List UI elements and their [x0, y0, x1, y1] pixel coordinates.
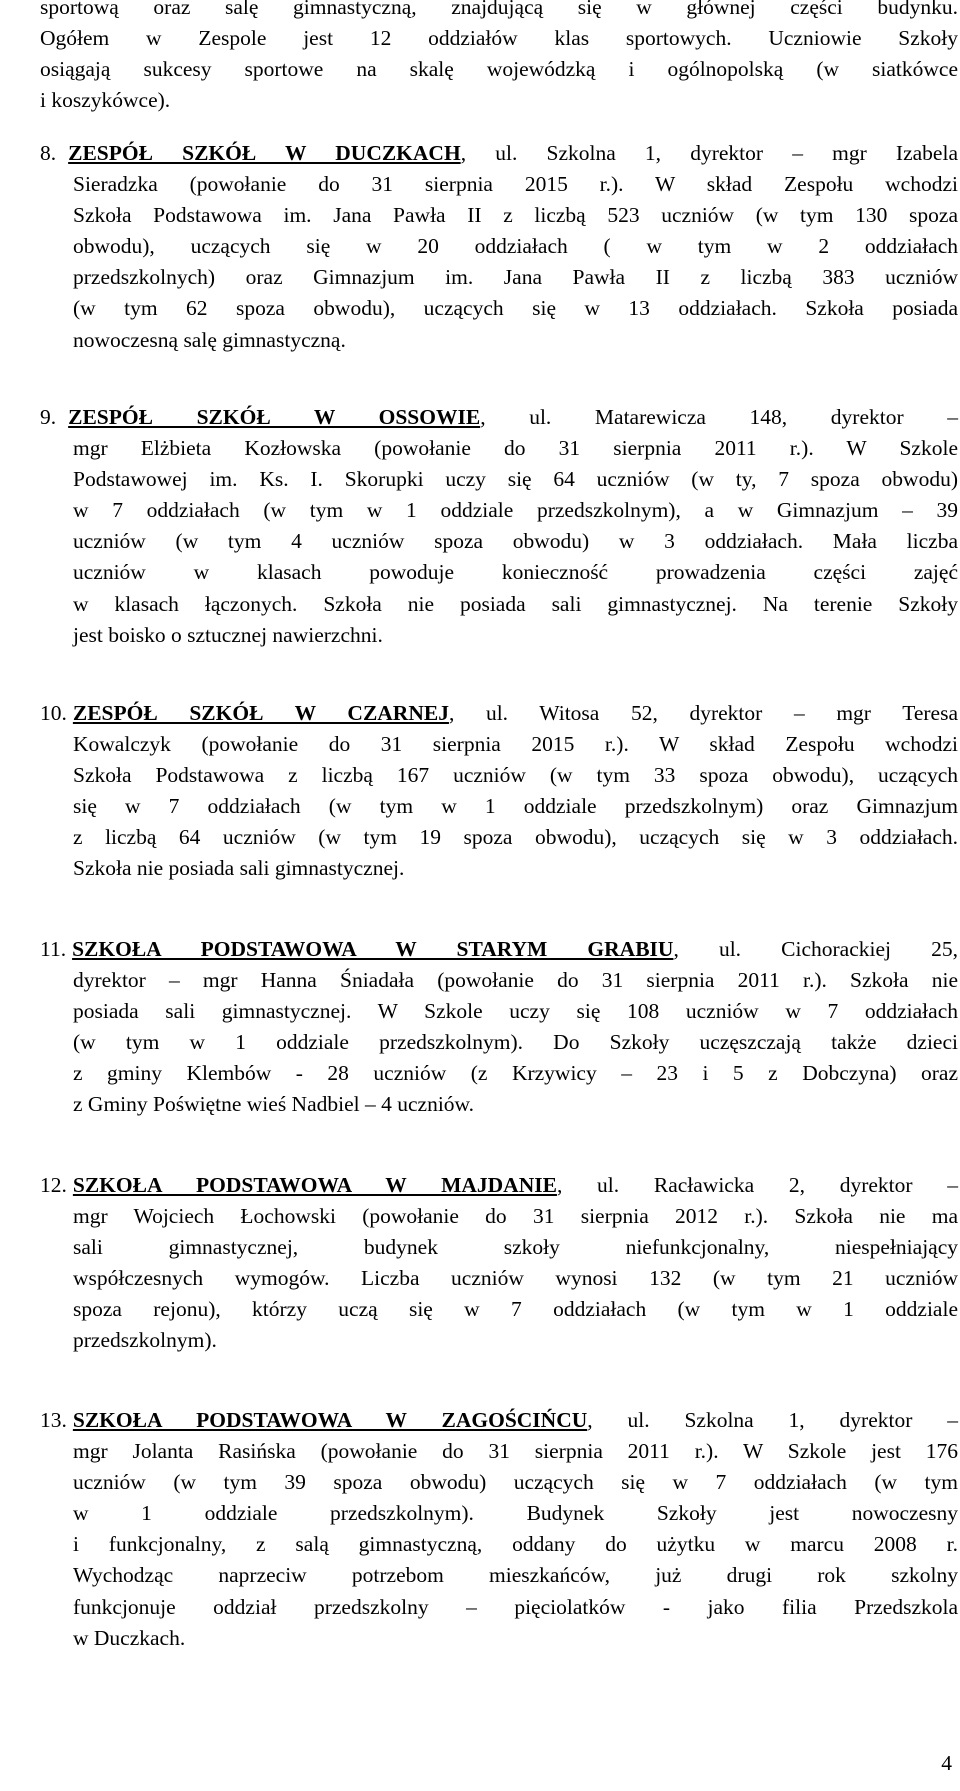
text-line: spoza rejonu), którzy uczą się w 7 oddziałach (w tym w 1 oddziale — [73, 1297, 958, 1322]
text-line: posiada sali gimnastycznej. W Szkole uczy się 108 uczniów w 7 oddziałach — [73, 999, 958, 1024]
school-entry-13 — [0, 1405, 958, 1654]
text-line: w klasach łączonych. Szkoła nie posiada sali gimnastycznej. Na terenie Szkoły — [73, 591, 958, 616]
text-line: obwodu), uczących się w 20 oddziałach ( w tym w 2 oddziałach — [73, 234, 958, 259]
text-line: Ogółem w Zespole jest 12 oddziałów klas sportowych. Uczniowie Szkoły — [40, 26, 958, 51]
text-line: w 7 oddziałach (w tym w 1 oddziale przedszkolnym), a w Gimnazjum – 39 — [73, 498, 958, 523]
text-line: (w tym w 1 oddziale przedszkolnym). Do Szkoły uczęszczają także dzieci — [73, 1030, 958, 1055]
text-line: nowoczesną salę gimnastyczną. — [73, 327, 346, 352]
text-line: sportową oraz salę gimnastyczną, znajdującą się w głównej części budynku. — [40, 0, 958, 19]
entry-first-line-rest: , ul. Witosa 52, dyrektor – mgr Teresa — [448, 701, 958, 725]
text-line: przedszkolnych) oraz Gimnazjum im. Jana Pawła II z liczbą 383 uczniów — [73, 265, 958, 290]
text-line: się w 7 oddziałach (w tym w 1 oddziale przedszkolnym) oraz Gimnazjum — [73, 794, 958, 819]
entry-number: 13. — [40, 1408, 67, 1432]
entry-first-line — [40, 138, 958, 169]
text-line: jest boisko o sztucznej nawierzchni. — [73, 622, 383, 647]
text-line: sali gimnastycznej, budynek szkoły niefunkcjonalny, niespełniający — [73, 1235, 958, 1260]
text-line: i funkcjonalny, z salą gimnastyczną, oddany do użytku w marcu 2008 r. — [73, 1532, 958, 1557]
intro-paragraph — [40, 0, 958, 116]
entry-first-line — [40, 698, 958, 729]
text-line: Kowalczyk (powołanie do 31 sierpnia 2015 r.). W skład Zespołu wchodzi — [73, 732, 958, 757]
school-name: ZESPÓŁ SZKÓŁ W OSSOWIE — [68, 405, 481, 429]
text-line: dyrektor – mgr Hanna Śniadała (powołanie do 31 sierpnia 2011 r.). Szkoła nie — [73, 968, 958, 993]
text-line: (w tym 62 spoza obwodu), uczących się w 13 oddziałach. Szkoła posiada — [73, 296, 958, 321]
school-entry-11 — [0, 934, 958, 1121]
text-line: funkcjonuje oddział przedszkolny – pięciolatków - jako filia Przedszkola — [73, 1594, 958, 1619]
text-line: mgr Wojciech Łochowski (powołanie do 31 sierpnia 2012 r.). Szkoła nie ma — [73, 1204, 958, 1229]
school-entry-9 — [0, 402, 958, 651]
text-line: mgr Elżbieta Kozłowska (powołanie do 31 sierpnia 2011 r.). W Szkole — [73, 436, 958, 461]
entry-first-line-rest: , ul. Szkolna 1, dyrektor – — [587, 1408, 958, 1432]
entry-first-line — [40, 934, 958, 965]
text-line: współczesnych wymogów. Liczba uczniów wynosi 132 (w tym 21 uczniów — [73, 1266, 958, 1291]
text-line: Sieradzka (powołanie do 31 sierpnia 2015 r.). W skład Zespołu wchodzi — [73, 172, 958, 197]
school-entry-12 — [0, 1170, 958, 1357]
text-line: z Gminy Poświętne wieś Nadbiel – 4 uczniów. — [73, 1092, 475, 1117]
school-name: SZKOŁA PODSTAWOWA W STARYM GRABIU — [72, 937, 674, 961]
text-line: Szkoła Podstawowa z liczbą 167 uczniów (w tym 33 spoza obwodu), uczących — [73, 763, 958, 788]
school-name: ZESPÓŁ SZKÓŁ W DUCZKACH — [68, 141, 461, 165]
text-line: Szkoła Podstawowa im. Jana Pawła II z liczbą 523 uczniów (w tym 130 spoza — [73, 203, 958, 228]
entry-first-line-rest: , ul. Cichorackiej 25, — [673, 937, 958, 961]
school-entry-8 — [0, 138, 958, 356]
text-line: uczniów (w tym 4 uczniów spoza obwodu) w 3 oddziałach. Mała liczba — [73, 529, 958, 554]
school-name: SZKOŁA PODSTAWOWA W MAJDANIE — [72, 1173, 557, 1197]
entry-first-line-rest: , ul. Szkolna 1, dyrektor – mgr Izabela — [460, 141, 958, 165]
text-line: Podstawowej im. Ks. I. Skorupki uczy się 64 uczniów (w ty, 7 spoza obwodu) — [73, 467, 958, 492]
text-line: osiągają sukcesy sportowe na skalę wojewódzką i ogólnopolską (w siatkówce — [40, 57, 958, 82]
page-number: 4 — [941, 1751, 952, 1775]
text-line: i koszykówce). — [40, 88, 171, 113]
entry-first-line — [40, 1170, 958, 1201]
entry-first-line-rest: , ul. Racławicka 2, dyrektor – — [556, 1173, 958, 1197]
school-name: ZESPÓŁ SZKÓŁ W CZARNEJ — [72, 701, 449, 725]
text-line: Szkoła nie posiada sali gimnastycznej. — [73, 856, 405, 881]
text-line: przedszkolnym). — [73, 1328, 217, 1353]
entry-first-line — [40, 402, 958, 433]
text-line: uczniów w klasach powoduje konieczność prowadzenia części zajęć — [73, 560, 958, 585]
entry-first-line — [40, 1405, 958, 1436]
text-line: uczniów (w tym 39 spoza obwodu) uczących się w 7 oddziałach (w tym — [73, 1470, 958, 1495]
entry-number: 10. — [40, 701, 67, 725]
school-name: SZKOŁA PODSTAWOWA W ZAGOŚCIŃCU — [72, 1408, 588, 1432]
school-entry-10 — [0, 698, 958, 885]
text-line: z liczbą 64 uczniów (w tym 19 spoza obwodu), uczących się w 3 oddziałach. — [73, 825, 958, 850]
text-line: Wychodząc naprzeciw potrzebom mieszkańców, już drugi rok szkolny — [73, 1563, 958, 1588]
text-line: z gminy Klembów - 28 uczniów (z Krzywicy – 23 i 5 z Dobczyna) oraz — [73, 1061, 958, 1086]
entry-number: 8. — [40, 141, 57, 165]
text-line: w Duczkach. — [73, 1625, 186, 1650]
entry-number: 12. — [40, 1173, 67, 1197]
entry-number: 9. — [40, 405, 57, 429]
text-line: w 1 oddziale przedszkolnym). Budynek Szkoły jest nowoczesny — [73, 1501, 958, 1526]
text-line: mgr Jolanta Rasińska (powołanie do 31 sierpnia 2011 r.). W Szkole jest 176 — [73, 1439, 958, 1464]
entry-number: 11. — [40, 937, 67, 961]
entry-first-line-rest: , ul. Matarewicza 148, dyrektor – — [480, 405, 958, 429]
